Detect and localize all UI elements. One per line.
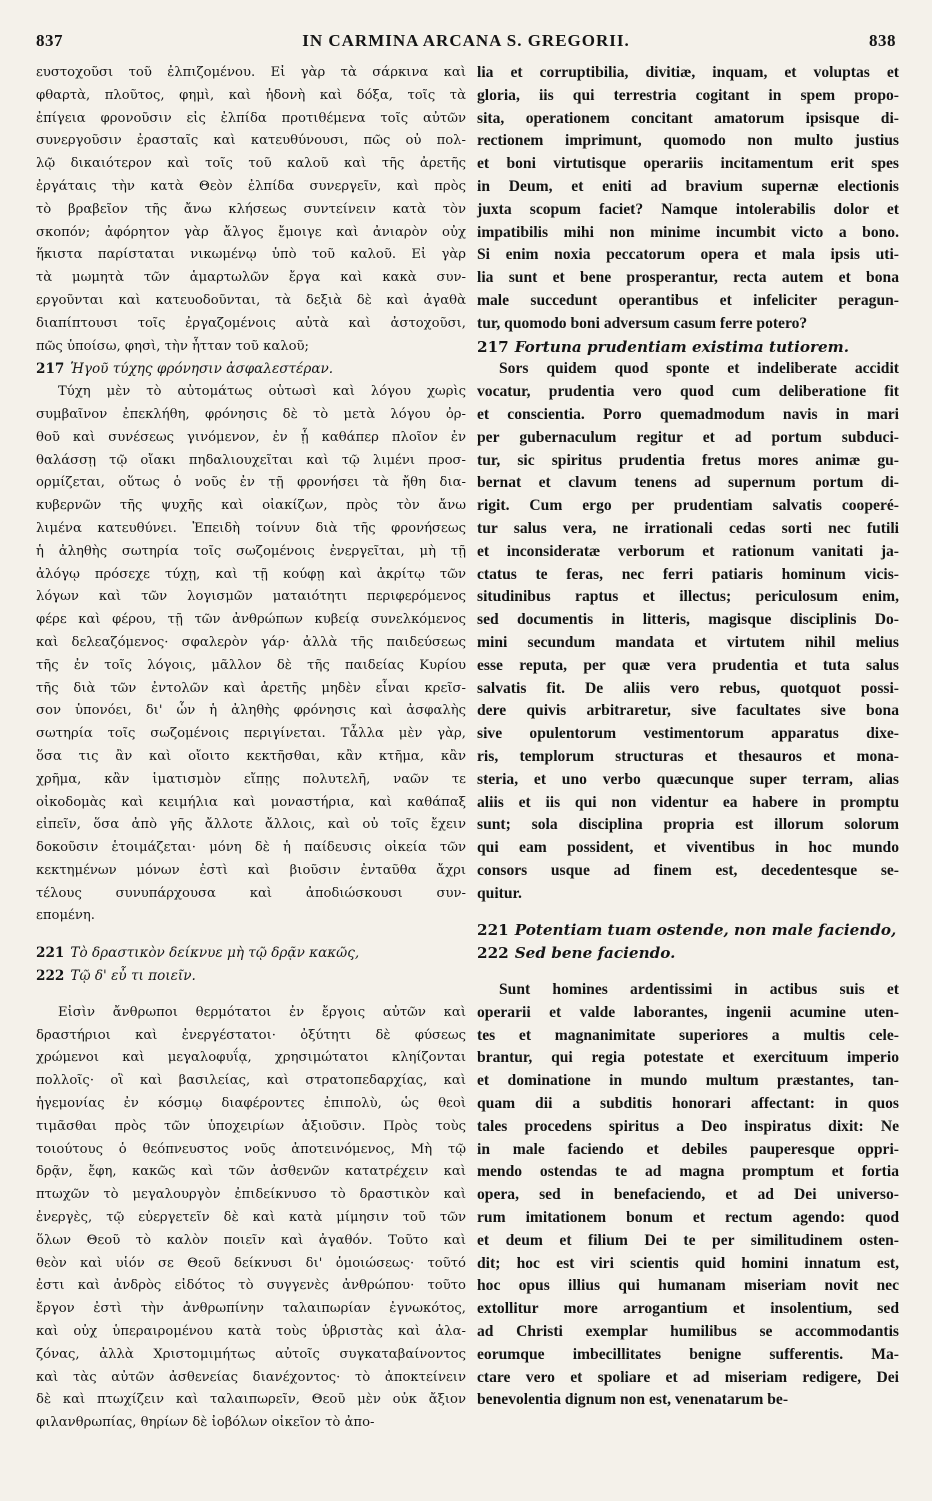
text-line: καὶ οὐχ ὑπεραιρομένου κατὰ τοὺς ὑβριστὰς καὶ ἀλα- — [36, 1324, 466, 1340]
verse-number: 222 — [477, 944, 509, 963]
verse-heading — [477, 942, 899, 965]
text-line: φέρε καὶ φέρου, τῇ τῶν ἀνθρώπων κυβείᾳ συνελκόμενος — [36, 612, 466, 628]
text-line: φιλανθρωπίας, θηρίων δὲ ἰοβόλων οἰκεῖον τὸ ἀπο- — [36, 1415, 375, 1431]
text-line: ctare vero et spoliare et ad miseriam redigere, Dei — [477, 1368, 899, 1386]
text-line: salvatis fit. De aliis vero rebus, quotquot possi- — [477, 679, 899, 697]
text-line: ὅσα τις ἂν καὶ οἴοιτο κεκτῆσθαι, κἂν κτῆμα, κἂν — [36, 748, 466, 764]
text-line: aliis et iis qui non videntur ea habere in promptu — [477, 793, 899, 811]
text-line: lia sunt et bene prosperantur, recta autem et bona — [477, 269, 899, 287]
text-line: τιμᾶσθαι πρὸς τῶν ὑποχειρίων ἀξιοῦσιν. Πρὸς τοὺς — [36, 1118, 466, 1134]
text-line: κεκτημένων μόνων ἐστὶ καὶ βιοῦσιν ἐνταῦθα ἄχρι — [36, 862, 466, 878]
text-line: πολλοῖς· οἳ καὶ βασιλείας, καὶ στρατοπεδαρχίας, καὶ — [36, 1073, 466, 1089]
text-line: δὲ καὶ πτωχίζειν καὶ ταλαιπωρεῖν, Θεοῦ μὲν οὐκ ἄξιον — [36, 1392, 466, 1408]
text-line: Si enim noxia peccatorum opera et mala ipsis uti- — [477, 246, 899, 264]
verse-text: Sed bene faciendo. — [514, 944, 676, 963]
text-line: λῷ δικαιότερον καὶ τοῖς τοῦ καλοῦ καὶ τῆς ἀρετῆς — [36, 156, 466, 172]
text-line: χρῆμα, κἂν ἱματισμὸν εἴπῃς πολυτελῆ, ναῶν τε — [36, 771, 466, 787]
text-line: Sors quidem quod sponte et indeliberate accidit — [499, 360, 899, 378]
text-line: ζόνας, ἀλλὰ Χριστομιμήτως αὐτοῖς συγκαταβαίνοντος — [36, 1346, 466, 1362]
text-line: situdinibus raptus et illectus; periculosum enim, — [477, 588, 899, 606]
text-block — [477, 62, 899, 336]
text-line: διαπίπτουσι τοῖς ἐργαζομένοις αὐτὰ καὶ ἀστοχοῦσι, — [36, 315, 466, 331]
text-line: τοιούτους ὁ θεόπνευστος νοῦς ἀποτεινόμενος, Μὴ τῷ — [36, 1141, 466, 1157]
text-line: πτωχῶν τὸ μεγαλουργὸν ἐπιδείκνυσο τὸ δραστικὸν καὶ — [36, 1187, 466, 1203]
text-line: σκοπόν; ἀφόρητον γὰρ ἄλγος ἔμοιγε καὶ ἀνιαρὸν οὐχ — [36, 224, 466, 240]
text-line: per gubernaculum regitur et ad portum subduci- — [477, 428, 899, 446]
text-line: quam dii a subditis honorari affectant: in quos — [477, 1095, 899, 1113]
text-line: θαλάσσῃ τῷ οἴακι πηδαλιουχεῖται καὶ τῷ λιμένι προσ- — [36, 452, 466, 468]
text-line: ἔργον ἐστὶ τὴν ἀνθρωπίνην ταλαιπωρίαν ἐγνωκότος, — [36, 1301, 466, 1317]
text-line: tales procedens spiritus a Deo inspiratus dixit: Ne — [477, 1117, 899, 1135]
text-line: opera, sed in benefaciendo, et ad Dei universo- — [477, 1186, 899, 1204]
text-line: σωτηρία τοῖς σωζομένοις περιγίνεται. Τἆλλα μὲν γὰρ, — [36, 726, 466, 742]
text-line: δραστήριοι καὶ ἐνεργέστατοι· ὀξύτητι δὲ φύσεως — [36, 1027, 466, 1043]
text-line: consors usque ad finem est, decedentesque se- — [477, 861, 899, 879]
text-line: ἡ ἀληθὴς σωτηρία τοῖς σωζομένοις ἐνεργεῖται, μὴ τῇ — [36, 543, 466, 559]
text-line: in male faciendo et debiles pauperesque oppri- — [477, 1140, 899, 1158]
text-line: benevolentia dignum non est, venenatarum be- — [477, 1391, 789, 1409]
verse-text: Τῷ δ' εὖ τι ποιεῖν. — [70, 968, 196, 985]
text-line: quitur. — [477, 884, 522, 902]
text-line: in Deum, et eniti ad bravium supernæ electionis — [477, 177, 899, 195]
text-line: δρᾷν, ἔφη, κακῶς καὶ τῶν ἀσθενῶν κατατρέχειν καὶ — [36, 1164, 466, 1180]
text-line: Sunt homines ardentissimi in actibus suis et — [499, 981, 899, 999]
text-line: φθαρτὰ, πλοῦτος, φημὶ, καὶ ἡδονὴ καὶ δόξα, τοῖς τὰ — [36, 87, 466, 103]
text-line: vocatur, prudentia vero quod cum deliberatione fit — [477, 383, 899, 401]
verse-text: Fortuna prudentiam existima tutiorem. — [514, 337, 849, 356]
text-line: et dominatione in mundo multum præstantes, tan- — [477, 1072, 899, 1090]
text-line: θοῦ καὶ συνέσεως γινόμενον, ἐν ᾗ καθάπερ πλοῖον ἐν — [36, 429, 466, 445]
verse-heading — [36, 358, 466, 381]
text-line: οἰκοδομὰς καὶ κειμήλια καὶ μοναστήρια, καὶ καθάπαξ — [36, 794, 466, 810]
text-line: brantur, qui regia potestate et exercituum imperio — [477, 1049, 899, 1067]
running-header — [36, 26, 896, 56]
spacer — [36, 988, 466, 1002]
text-line: Εἰσὶν ἄνθρωποι θερμότατοι ἐν ἔργοις αὐτῶν καὶ — [58, 1004, 466, 1020]
text-line: sunt; sola disciplina propria est illorum solorum — [477, 816, 899, 834]
text-line: συνεργοῦσιν ἐρασταῖς καὶ κατευθύνουσι, πῶς οὐ πολ- — [36, 133, 466, 149]
text-block — [36, 1002, 466, 1435]
verse-heading — [477, 336, 899, 359]
text-line: τῆς ἐν τοῖς λόγοις, μᾶλλον δὲ τῆς παιδείας Κυρίου — [36, 657, 466, 673]
text-line: et deum et filium Dei te per similitudinem osten- — [477, 1231, 899, 1249]
text-line: dit; hoc est viri scientis quid homini innatum est, — [477, 1254, 899, 1272]
verse-number: 222 — [36, 968, 65, 985]
text-line: ἐνεργὲς, τῷ εὐεργετεῖν δὲ καὶ κατὰ μίμησιν τοῦ τῶν — [36, 1210, 466, 1226]
text-line: σον ὑπονόει, δι' ὧν ἡ ἀληθὴς φρόνησις καὶ ἀσφαλὴς — [36, 703, 466, 719]
text-line: ἐργάταις τὴν κατὰ Θεὸν ἐλπίδα συνεργεῖν, καὶ πρὸς — [36, 178, 466, 194]
running-title: IN CARMINA ARCANA S. GREGORII. — [302, 31, 630, 50]
text-line: tur salus vera, ne irrationali cedas sorti nec futili — [477, 519, 899, 537]
verse-text: Ἡγοῦ τύχης φρόνησιν ἀσφαλεστέραν. — [70, 361, 334, 378]
text-line: ορμίζεται, οὕτως ὁ νοῦς ἐν τῇ φρονήσει τὰ ἤθη δια- — [36, 475, 466, 491]
text-line: ευστοχοῦσι τοῦ ἐλπιζομένου. Εἰ γὰρ τὰ σάρκινα καὶ — [36, 65, 466, 80]
spacer — [477, 965, 899, 979]
text-line: tur, sic spiritus prudentia fretus mores animæ gu- — [477, 451, 899, 469]
text-line: extollitur more arrogantium et insolentium, sed — [477, 1300, 899, 1318]
text-line: τῆς διὰ τῶν ἐντολῶν καὶ ἀρετῆς μηδὲν εἶναι κρεῖσ- — [36, 680, 466, 696]
text-line: κυβερνῶν τῆς ψυχῆς καὶ οἰακίζων, πρὸς τὸν ἄνω — [36, 498, 466, 514]
text-line: tes et magnanimitate superiores a multis cele- — [477, 1026, 899, 1044]
text-line: sive opulentorum vestimentorum apparatus dixe- — [477, 725, 899, 743]
text-line: impatibilis mihi non minime incumbit victo a bono. — [477, 223, 899, 241]
text-line: et conscientia. Porro quemadmodum navis in mari — [477, 405, 899, 423]
text-line: et boni virtutisque operariis incitamentum erit spes — [477, 155, 899, 173]
verse-text: Τὸ δραστικὸν δείκνυε μὴ τῷ δρᾷν κακῶς, — [70, 945, 360, 962]
verse-heading — [36, 942, 466, 965]
text-line: καὶ δελεαζόμενος· σφαλερὸν γάρ· ἀλλὰ τῆς παιδεύσεως — [36, 634, 466, 650]
spacer — [477, 905, 899, 919]
text-line: ὅλων Θεοῦ τὸ καλὸν ποιεῖν καὶ ἀγαθόν. Τοῦτο καὶ — [36, 1232, 466, 1248]
verse-number: 217 — [477, 337, 509, 356]
text-line: mini secundum mandata et virtutem nihil melius — [477, 633, 899, 651]
text-line: συμβαῖνον ἐπεκλήθη, φρόνησις δὲ τὸ μετὰ λόγου ὀρ- — [36, 406, 466, 422]
text-line: operarii et valde laborantes, ingenii acumine uten- — [477, 1003, 899, 1021]
text-line: bernat et clavum tenens ad supernum portum di- — [477, 474, 899, 492]
text-line: εργοῦνται καὶ κατευοδοῦνται, τὰ δεξιὰ δὲ καὶ ἀγαθὰ — [36, 292, 466, 308]
text-line: mendo ostendas te ad magna promptum et fortia — [477, 1163, 899, 1181]
text-line: ἡγεμονίας ἐν κόσμῳ διαφέροντες ἐπιπολὺ, ὡς θεοὶ — [36, 1096, 466, 1112]
text-line: ad Christi exemplar humilibus se accommodantis — [477, 1323, 899, 1341]
text-line: rigit. Cum ergo per prudentiam salvatis cooperé- — [477, 497, 899, 515]
text-line: τέλους συνυπάρχουσα καὶ ἀποδιώσκουσι συν- — [36, 885, 466, 901]
left-page-number: 837 — [36, 31, 63, 50]
text-line: rectionem imprimunt, quomodo non multo justius — [477, 132, 899, 150]
text-block — [477, 358, 899, 905]
verse-heading — [477, 919, 899, 942]
text-line: ἀλόγῳ πρόσεχε τύχῃ, καὶ τῇ κούφῃ καὶ ἀκρίτῳ τῶν — [36, 566, 466, 582]
text-line: male succedunt operantibus et infeliciter peragun- — [477, 291, 899, 309]
text-line: καὶ τὰς αὐτῶν ἀσθενείας διανέχοντος· τὸ ἀποκτείνειν — [36, 1369, 466, 1385]
text-line: λόγων καὶ τῶν λογισμῶν ματαιότητι περιφερόμενος — [36, 589, 466, 605]
text-line: ἥκιστα παρίσταται νικωμένῳ ὑπὸ τοῦ καλοῦ. Εἰ γὰρ — [36, 247, 466, 263]
text-line: ἐστι καὶ ἀνδρὸς εἰδότος τὸ συγγενὲς ἀνθρώπου· τοῦτο — [36, 1278, 466, 1294]
text-line: qui eam possident, et viventibus in hoc mundo — [477, 839, 899, 857]
text-line: πῶς ὑποίσω, φησὶ, τὴν ἧτταν τοῦ καλοῦ; — [36, 338, 309, 354]
text-line: ἐπίγεια φρονοῦσιν εἰς ἐλπίδα προτιθέμενα τοῖς αὐτῶν — [36, 110, 466, 126]
text-line: τὸ βραβεῖον τῆς ἄνω κλήσεως συντείνειν κατὰ τὸν — [36, 201, 466, 217]
text-block — [36, 381, 466, 928]
text-line: et inconsideratæ verborum et rationum vanitati ja- — [477, 542, 899, 560]
text-line: esse reputa, per quæ vera prudentia et tuta salus — [477, 656, 899, 674]
text-line: λιμένα κατευθύνει. Ἐπειδὴ τοίνυν διὰ τῆς φρονήσεως — [36, 520, 466, 536]
text-line: eorumque imbecillitates benigne sufferentis. Ma- — [477, 1345, 899, 1363]
text-line: tur, quomodo boni adversum casum ferre potero? — [477, 314, 808, 332]
text-line: ris, templorum structuras et thesauros et mona- — [477, 747, 899, 765]
verse-number: 221 — [477, 921, 509, 940]
text-line: lia et corruptibilia, divitiæ, inquam, et voluptas et — [477, 64, 899, 81]
text-line: sed documentis in litteris, magisque disciplinis Do- — [477, 611, 899, 629]
text-line: εἰπεῖν, ὅσα ἀπὸ γῆς ἄλλοτε ἄλλοις, καὶ οὐ τοῖς ἔχειν — [36, 817, 466, 833]
verse-number: 217 — [36, 361, 65, 378]
verse-text: Potentiam tuam ostende, non male faciendo, — [514, 921, 897, 940]
text-block — [477, 979, 899, 1412]
text-block — [36, 62, 466, 358]
text-line: θεὸν καὶ υἱόν σε Θεοῦ δείκνυσι δι' ὁμοιώσεως· τοῦτό — [36, 1255, 466, 1271]
text-line: gloria, iis qui terrestria cogitant in spem propo- — [477, 86, 899, 104]
text-line: steria, et uno verbo quæcunque super terram, alias — [477, 770, 899, 788]
greek-column — [36, 62, 466, 1435]
spacer — [36, 928, 466, 942]
text-line: τὰ μωμητὰ τῶν ἁμαρτωλῶν ἔργα καὶ κακὰ συν- — [36, 270, 466, 286]
text-line: επομένη. — [36, 908, 95, 924]
text-line: rum imitationem bonum et rectum agendo: quod — [477, 1209, 899, 1227]
verse-number: 221 — [36, 945, 65, 962]
text-line: dere quivis arbitraretur, sive facultates sive bona — [477, 702, 899, 720]
text-line: sita, operationem concitant amatorum ipsisque di- — [477, 109, 899, 127]
right-page-number: 838 — [868, 31, 896, 50]
text-line: χρώμενοι καὶ μεγαλοφυΐᾳ, χρησιμώτατοι κληίζονται — [36, 1050, 466, 1066]
text-line: juxta scopum faciet? Namque intolerabilis dolor et — [477, 200, 899, 218]
text-line: ctatus te feras, nec ferri patiaris hominum vicis- — [477, 565, 899, 583]
verse-heading — [36, 965, 466, 988]
text-line: δοκοῦσιν ἑτοιμάζεται· μόνη δὲ ἡ παίδευσις οἰκεία τῶν — [36, 840, 466, 856]
text-line: Τύχη μὲν τὸ αὐτομάτως οὑτωσὶ καὶ λόγου χωρὶς — [58, 384, 466, 400]
text-line: hoc opus illius qui humanam miseriam novit nec — [477, 1277, 899, 1295]
latin-column — [477, 62, 899, 1412]
